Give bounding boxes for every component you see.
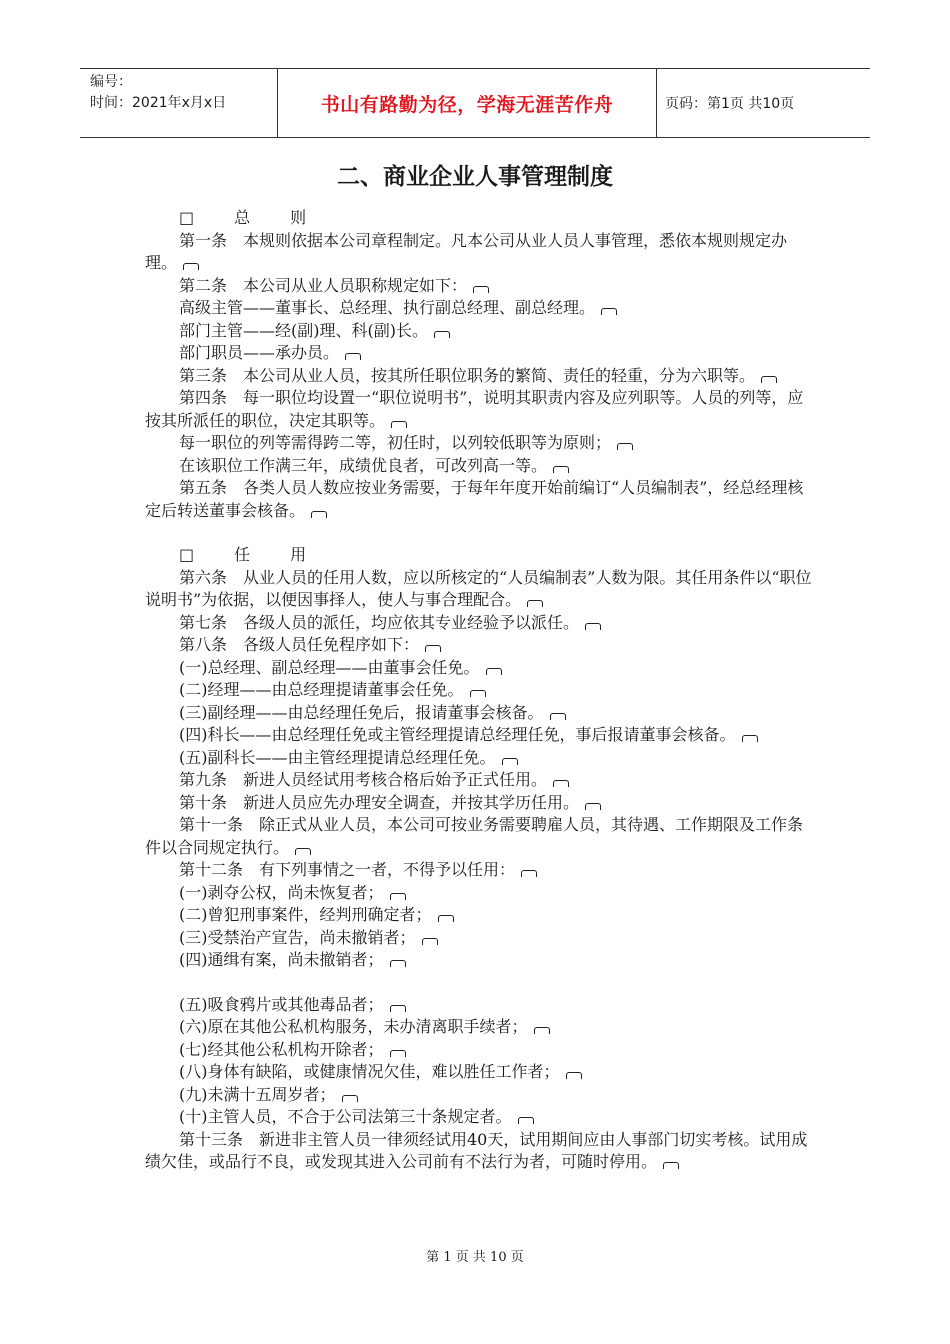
- section-heading-char: 总: [234, 208, 251, 227]
- paragraph-text: 第二条 本公司从业人员职称规定如下：: [179, 275, 468, 295]
- paragraph: [145, 320, 817, 343]
- paragraph-text: (三)副经理——由总经理任免后，报请董事会核备。: [179, 702, 544, 722]
- paragraph-text: (二)经理——由总经理提请董事会任免。: [179, 680, 464, 699]
- page-footer: 第 1 页 共 10 页: [426, 1250, 524, 1265]
- paragraph-text: (九)未满十五周岁者；: [179, 1084, 336, 1104]
- paragraph-text: (五)吸食鸦片或其他毒品者；: [179, 994, 384, 1014]
- document-date: 时间：2021年x月x日: [90, 95, 227, 111]
- paragraph: [145, 1039, 817, 1062]
- paragraph: [145, 859, 817, 882]
- paragraph: [145, 634, 817, 657]
- section-heading: [145, 207, 817, 230]
- paragraph: [145, 230, 817, 275]
- paragraph: [145, 567, 817, 612]
- paragraph-text: (一)总经理、副总经理——由董事会任免。: [179, 657, 480, 677]
- header-motto: 书山有路勤为径，学海无涯苦作舟: [278, 69, 657, 137]
- paragraph-mark-icon: [390, 893, 406, 900]
- paragraph-text: 每一职位的列等需得跨二等，初任时，以列较低职等为原则；: [179, 433, 612, 452]
- paragraph-text: 第七条 各级人员的派任，均应依其专业经验予以派任。: [179, 612, 580, 632]
- paragraph-mark-icon: [617, 443, 633, 450]
- paragraph-text: 部门主管——经(副)理、科(副)长。: [179, 320, 428, 340]
- paragraph-text: 第十一条 除正式从业人员，本公司可按业务需要聘雇人员，其待遇、工作期限及工作条件以合同规定执行。: [145, 815, 804, 857]
- paragraph-text: 第四条 每一职位均设置一“职位说明书”，说明其职责内容及应列职等。人员的列等，应按其所派任的职位，决定其职等。: [145, 388, 804, 430]
- paragraph: [145, 387, 817, 432]
- paragraph: [145, 949, 817, 972]
- paragraph-mark-icon: [521, 870, 537, 877]
- paragraph-mark-icon: [566, 1072, 582, 1079]
- paragraph: [145, 994, 817, 1017]
- paragraph: [145, 747, 817, 770]
- paragraph-text: (五)副科长——由主管经理提请总经理任免。: [179, 747, 496, 767]
- paragraph: [145, 1061, 817, 1084]
- paragraph: [145, 679, 817, 702]
- paragraph: [145, 1129, 817, 1174]
- paragraph-mark-icon: [342, 1095, 358, 1102]
- section-heading-char: 任: [234, 545, 251, 564]
- paragraph-mark-icon: [527, 600, 543, 607]
- paragraph-mark-icon: [438, 915, 454, 922]
- paragraph-mark-icon: [183, 263, 199, 270]
- paragraph-text: 第六条 从业人员的任用人数，应以所核定的“人员编制表”人数为限。其任用条件以“职位说明书”为依据，以便因事择人，使人与事合理配合。: [145, 567, 812, 609]
- paragraph-text: (四)科长——由总经理任免或主管经理提请总经理任免，事后报请董事会核备。: [179, 725, 736, 744]
- paragraph-mark-icon: [473, 286, 489, 293]
- paragraph-mark-icon: [295, 848, 311, 855]
- paragraph-text: 第一条 本规则依据本公司章程制定。凡本公司从业人员人事管理，悉依本规则规定办理。: [145, 230, 788, 272]
- paragraph-text: 在该职位工作满三年，成绩优良者，可改列高一等。: [179, 455, 548, 475]
- section-heading: [145, 544, 817, 567]
- section-gap: [145, 522, 817, 544]
- checkbox-icon: □: [179, 208, 195, 227]
- paragraph-mark-icon: [345, 353, 361, 360]
- paragraph: [145, 1084, 817, 1107]
- header-page-info: 页码：第1页 共10页: [665, 96, 795, 112]
- paragraph-text: (一)剥夺公权，尚未恢复者；: [179, 882, 384, 902]
- paragraph-mark-icon: [601, 308, 617, 315]
- paragraph: [145, 702, 817, 725]
- paragraph-text: (八)身体有缺陷，或健康情况欠佳，难以胜任工作者；: [179, 1062, 560, 1081]
- paragraph-text: 高级主管——董事长、总经理、执行副总经理、副总经理。: [179, 298, 596, 317]
- paragraph: [145, 927, 817, 950]
- paragraph: [145, 882, 817, 905]
- paragraph-mark-icon: [585, 623, 601, 630]
- paragraph-mark-icon: [425, 645, 441, 652]
- section-heading-char: 用: [290, 545, 307, 564]
- paragraph-mark-icon: [390, 960, 406, 967]
- paragraph-mark-icon: [470, 690, 486, 697]
- paragraph: [145, 275, 817, 298]
- section-gap: [145, 972, 817, 994]
- page-header: [80, 68, 870, 138]
- paragraph: [145, 432, 817, 455]
- paragraph-mark-icon: [761, 376, 777, 383]
- paragraph: [145, 455, 817, 478]
- paragraph: [145, 365, 817, 388]
- paragraph-mark-icon: [550, 713, 566, 720]
- paragraph: [145, 814, 817, 859]
- paragraph-mark-icon: [663, 1162, 679, 1169]
- document-body: [145, 207, 817, 1174]
- paragraph-text: (二)曾犯刑事案件，经判刑确定者；: [179, 905, 432, 924]
- paragraph-mark-icon: [311, 511, 327, 518]
- section-heading-char: 则: [290, 208, 307, 227]
- paragraph: [145, 1106, 817, 1129]
- paragraph: [145, 657, 817, 680]
- paragraph-mark-icon: [534, 1027, 550, 1034]
- paragraph-mark-icon: [742, 735, 758, 742]
- paragraph: [145, 792, 817, 815]
- paragraph-mark-icon: [390, 1050, 406, 1057]
- paragraph-mark-icon: [553, 466, 569, 473]
- paragraph-mark-icon: [486, 668, 502, 675]
- paragraph-mark-icon: [502, 758, 518, 765]
- paragraph: [145, 724, 817, 747]
- paragraph: [145, 612, 817, 635]
- paragraph-text: 第九条 新进人员经试用考核合格后始予正式任用。: [179, 770, 548, 789]
- paragraph: [145, 1016, 817, 1039]
- paragraph-text: 第十二条 有下列事情之一者，不得予以任用：: [179, 860, 516, 879]
- paragraph-text: 第十三条 新进非主管人员一律须经试用40天，试用期间应由人事部门切实考核。试用成绩欠佳，或品行不良，或发现其进入公司前有不法行为者，可随时停用。: [145, 1129, 808, 1171]
- paragraph-text: 部门职员——承办员。: [179, 343, 340, 362]
- paragraph-mark-icon: [434, 331, 450, 338]
- paragraph-mark-icon: [390, 1005, 406, 1012]
- paragraph: [145, 342, 817, 365]
- paragraph-mark-icon: [518, 1117, 534, 1124]
- paragraph-mark-icon: [553, 780, 569, 787]
- paragraph: [145, 904, 817, 927]
- checkbox-icon: □: [179, 545, 195, 564]
- document-title: 二、商业企业人事管理制度: [337, 164, 613, 190]
- document-number-label: 编号：: [90, 74, 132, 90]
- header-meta: [80, 69, 278, 137]
- paragraph-mark-icon: [585, 803, 601, 810]
- paragraph-mark-icon: [422, 938, 438, 945]
- paragraph-text: (七)经其他公私机构开除者；: [179, 1039, 384, 1059]
- paragraph: [145, 297, 817, 320]
- paragraph-text: (四)通缉有案，尚未撤销者；: [179, 950, 384, 969]
- paragraph-text: 第五条 各类人员人数应按业务需要，于每年年度开始前编订“人员编制表”，经总经理核定后转送董事会核备。: [145, 478, 804, 520]
- paragraph-text: 第十条 新进人员应先办理安全调查，并按其学历任用。: [179, 792, 580, 812]
- paragraph: [145, 769, 817, 792]
- paragraph: [145, 477, 817, 522]
- paragraph-text: (三)受禁治产宣告，尚未撤销者；: [179, 927, 416, 947]
- paragraph-text: (十)主管人员，不合于公司法第三十条规定者。: [179, 1107, 512, 1126]
- paragraph-text: 第三条 本公司从业人员，按其所任职位职务的繁简、责任的轻重，分为六职等。: [179, 365, 756, 385]
- paragraph-mark-icon: [391, 421, 407, 428]
- paragraph-text: 第八条 各级人员任免程序如下：: [179, 635, 420, 654]
- paragraph-text: (六)原在其他公私机构服务，未办清离职手续者；: [179, 1017, 528, 1036]
